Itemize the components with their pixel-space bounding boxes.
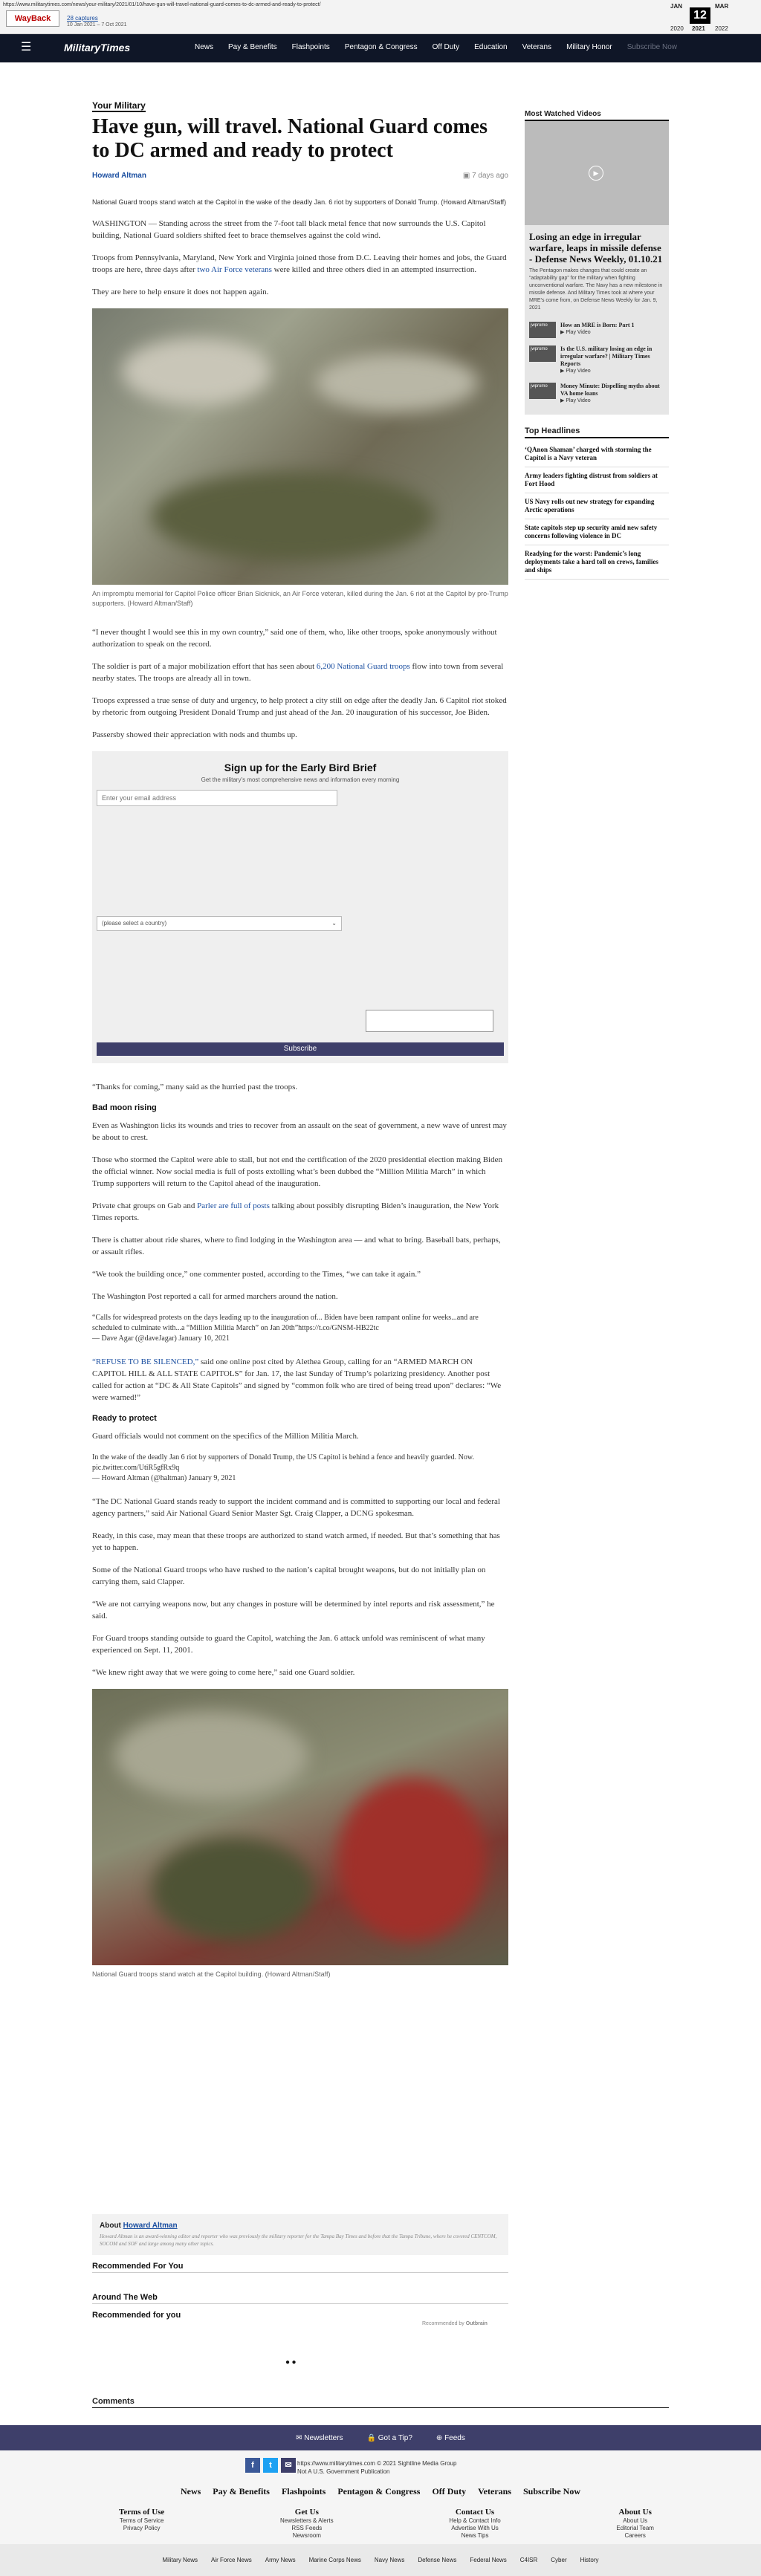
photo-caption: An impromptu memorial for Capitol Police officer Brian Sicknick, an Air Force veteran, killed during the Jan. 6 riot at the Capitol by pro-Trump supporters. (Howard Altman/Staff) <box>92 590 508 607</box>
text: talking about possibly disrupting Biden’s inauguration, the New York Times reports. <box>92 1201 499 1222</box>
guard-troops-link[interactable]: 6,200 National Guard troops <box>316 662 410 671</box>
capture-count-link[interactable]: 28 captures <box>67 15 98 22</box>
parler-posts-link[interactable]: Parler are full of posts <box>197 1201 270 1210</box>
capture-calendar <box>669 1 734 33</box>
nav-subscribe[interactable]: Subscribe Now <box>626 43 678 51</box>
footer-link[interactable]: Careers <box>624 2532 646 2539</box>
site-logo[interactable]: MilitaryTimes <box>64 42 131 53</box>
newsletters-link[interactable]: ✉ Newsletters <box>296 2433 343 2442</box>
paragraph: Ready, in this case, may mean that these troops are authorized to stand watch armed, if needed. But that’s something that has yet to happen. <box>92 1531 500 1552</box>
footer-nav-pay-benefits[interactable]: Pay & Benefits <box>213 2486 270 2496</box>
publish-date <box>463 172 508 180</box>
facebook-icon[interactable]: f <box>245 2458 260 2473</box>
paragraph: Troops expressed a true sense of duty and urgency, to help protect a city still on edge after the deadly Jan. 6 Capitol riot stoked by rhetoric from outgoing President Donald Trump and just ahead of the Jan. 20 inauguration of his successor, Joe Biden. <box>92 696 507 717</box>
paragraph: Passersby showed their appreciation with nods and thumbs up. <box>92 730 297 739</box>
footer-columns <box>119 2508 654 2540</box>
footer-link[interactable]: Help & Contact Info <box>449 2517 501 2524</box>
footer-column-get-us <box>280 2508 334 2540</box>
paragraph: Even as Washington licks its wounds and tries to recover from an assault on the seat of government, a new wave of unrest may be about to crest. <box>92 1121 507 1142</box>
paragraph: “Thanks for coming,” many said as the hurried past the troops. <box>92 1083 298 1091</box>
video-description: The Pentagon makes changes that could create an “adaptability gap” for the military when fighting unconventional warfare. The Navy has a new milestone in missile defense. And Military Times took at where your MRE’s come from, on Defense News Weekly for Jan. 9, 2021 <box>529 268 663 311</box>
paragraph: They are here to help ensure it does not happen again. <box>92 288 269 296</box>
got-a-tip-link[interactable]: 🔒 Got a Tip? <box>366 2433 412 2442</box>
tweet-author[interactable]: — Howard Altman (@haltman) January 9, 2021 <box>92 1474 236 1482</box>
nav-links <box>195 43 677 51</box>
site-nav <box>0 34 761 62</box>
network-link[interactable]: Cyber <box>551 2557 567 2563</box>
tweet-text: In the wake of the deadly Jan 6 riot by supporters of Donald Trump, the US Capitol is behind a fence and heavily guarded. Now. pic.twitter.com/UtiR5gfRx9q <box>92 1453 474 1472</box>
footer-nav-subscribe[interactable]: Subscribe Now <box>523 2486 581 2496</box>
twitter-icon[interactable]: t <box>263 2458 278 2473</box>
disclaimer-text: Not A U.S. Government Publication <box>297 2468 390 2475</box>
nav-veterans[interactable]: Veterans <box>522 43 552 51</box>
copyright <box>297 2459 456 2476</box>
footer-nav-flashpoints[interactable]: Flashpoints <box>281 2486 326 2496</box>
capture-range: 10 Jan 2021 – 7 Oct 2021 <box>67 22 127 27</box>
footer-link[interactable]: About Us <box>623 2517 648 2524</box>
headline-link[interactable]: Readying for the worst: Pandemic’s long deployments take a hard toll on crews, families and ships <box>525 545 669 580</box>
most-watched-title: Most Watched Videos <box>525 110 669 121</box>
footer-nav-off-duty[interactable]: Off Duty <box>432 2486 467 2496</box>
headline-link[interactable]: State capitols step up security amid new safety concerns following violence in DC <box>525 519 669 545</box>
footer-link[interactable]: News Tips <box>461 2532 489 2539</box>
recommended-for-you-title: Recommended For You <box>92 2262 508 2273</box>
video-player[interactable] <box>525 121 669 225</box>
text: Private chat groups on Gab and <box>92 1201 198 1210</box>
paragraph: Those who stormed the Capitol were able to stall, but not end the certification of the 2020 presidential election making Biden the official winner. Now social media is full of posts extolling what’s been dubbed the “Million Militia March” in which Trump supporters will return to the Capitol ahead of the inauguration. <box>92 1155 502 1188</box>
network-links <box>0 2544 761 2576</box>
paragraph: WASHINGTON — Standing across the street from the 7-foot tall black metal fence that now surrounds the U.S. Capitol building, National Guard soldiers shifted feet to brace themselves against the cold wind. <box>92 219 486 240</box>
video-headline[interactable]: Losing an edge in irregular warfare, leaps in missile defense - Defense News Weekly, 01.10.21 <box>529 231 663 265</box>
tweet-author[interactable]: — Dave Agar (@daveJagar) January 10, 2021 <box>92 1334 230 1343</box>
headline-link[interactable]: ‘QAnon Shaman’ charged with storming the Capitol is a Navy veteran <box>525 441 669 467</box>
play-video-link[interactable]: ▶ Play Video <box>560 369 591 374</box>
recommended-by-label: Recommended by <box>422 2321 464 2326</box>
subheading: Ready to protect <box>92 1414 157 1423</box>
archive-toolbar <box>0 0 761 34</box>
play-video-link[interactable]: ▶ Play Video <box>560 330 591 335</box>
video-title[interactable]: How an MRE is Born: Part 1 <box>560 322 635 328</box>
nav-off-duty[interactable]: Off Duty <box>432 43 460 51</box>
archive-logo[interactable]: WayBack <box>6 10 59 27</box>
recommended-for-you-heading: Recommended for you <box>92 2311 181 2320</box>
footer-column-heading: Get Us <box>294 2508 319 2517</box>
url-bar[interactable]: https://www.militarytimes.com/news/your-military/2021/01/10/have-gun-will-travel-national-guard-comes-to-dc-armed-and-ready-to-protect/ <box>3 2 321 7</box>
hamburger-menu-icon[interactable]: ☰ <box>21 41 32 53</box>
video-list-item[interactable] <box>525 379 669 409</box>
country-select-value: (please select a country) <box>102 920 167 927</box>
carousel-dots[interactable]: ● ● <box>285 2358 297 2366</box>
footer-bar <box>0 2425 761 2450</box>
text: said one online post cited by Alethea Group, calling for an “ARMED MARCH ON CAPITOL HILL & ALL STATE CAPITOLS” for Jan. 17, the last Sunday of Trump’s polarizing presidency. Another post called for action at “DC & All State Capitols” and signed by “common folk who are tired of being tread upon” declares: “We were warned!” <box>92 1357 502 1402</box>
nav-flashpoints[interactable]: Flashpoints <box>291 43 330 51</box>
video-title[interactable]: Is the U.S. military losing an edge in irregular warfare? | Military Times Reports <box>560 345 652 367</box>
lead-caption: National Guard troops stand watch at the Capitol in the wake of the deadly Jan. 6 riot by supporters of Donald Trump. (Howard Altman/Staff) <box>92 198 507 206</box>
author-bio-link[interactable]: Howard Altman <box>123 2222 178 2230</box>
nav-military-honor[interactable]: Military Honor <box>566 43 612 51</box>
tweet-text: “Calls for widespread protests on the days leading up to the inauguration of... Biden have been rampant online for weeks...and are scheduled to culminate with...a “Million Militia March” on Jan 20th”https://t.co/GNSM-HB22tc <box>92 1314 479 1332</box>
headline-link[interactable]: Army leaders fighting distrust from soldiers at Fort Hood <box>525 467 669 493</box>
cal-prev-month[interactable]: JAN <box>670 3 683 10</box>
byline <box>92 172 508 180</box>
paragraph <box>92 661 508 684</box>
subscribe-button[interactable]: Subscribe <box>97 1042 504 1056</box>
footer-link[interactable]: Privacy Policy <box>123 2525 161 2531</box>
email-input[interactable] <box>97 790 337 806</box>
network-link[interactable]: Military News <box>162 2557 198 2563</box>
sidebar <box>525 110 669 580</box>
embedded-tweet <box>92 1313 508 1344</box>
headline-link[interactable]: US Navy rolls out new strategy for expanding Arctic operations <box>525 493 669 519</box>
comments-title: Comments <box>92 2397 669 2408</box>
paragraph: For Guard troops standing outside to guard the Capitol, watching the Jan. 6 attack unfold was reminiscent of what many experienced on Sept. 11, 2001. <box>92 1634 485 1655</box>
paragraph: Guard officials would not comment on the specifics of the Million Militia March. <box>92 1432 359 1441</box>
network-link[interactable]: Defense News <box>418 2557 457 2563</box>
footer-column-about <box>616 2508 654 2540</box>
footer-nav-veterans[interactable]: Veterans <box>478 2486 511 2496</box>
network-link[interactable]: Marine Corps News <box>308 2557 361 2563</box>
top-headlines-title: Top Headlines <box>525 426 669 438</box>
footer-link[interactable]: RSS Feeds <box>291 2525 323 2531</box>
paragraph: “The DC National Guard stands ready to support the incident command and is committed to supporting our local and federal agency partners,” said Air National Guard Senior Master Sgt. Craig Clapper, a DCNG spokesman. <box>92 1497 500 1518</box>
play-video-link[interactable]: ▶ Play Video <box>560 398 591 403</box>
footer-column-terms <box>119 2508 164 2540</box>
cal-prev-year[interactable]: 2020 <box>670 25 684 32</box>
paragraph <box>92 1200 508 1224</box>
footer-nav <box>0 2486 761 2497</box>
memorial-photo <box>92 308 508 585</box>
paragraph: There is chatter about ride shares, where to find lodging in the Washington area — and what to bring. Baseball bats, perhaps, or assault rifles. <box>92 1236 501 1256</box>
cal-next-month[interactable]: MAR <box>715 3 729 10</box>
footer-column-contact <box>449 2508 500 2540</box>
paragraph: The Washington Post reported a call for armed marchers around the nation. <box>92 1292 338 1301</box>
text: Troops from Pennsylvania, Maryland, New York and Virginia joined those from D.C. Leaving their homes and jobs, the Guard troops are here, three days after <box>92 253 507 274</box>
network-link[interactable]: Air Force News <box>211 2557 252 2563</box>
refuse-silenced-link[interactable]: “REFUSE TO BE SILENCED,” <box>92 1357 199 1366</box>
embedded-tweet <box>92 1453 508 1484</box>
air-force-veterans-link[interactable]: two Air Force veterans <box>197 265 272 274</box>
paragraph: Some of the National Guard troops who have rushed to the nation’s capital brought weapons, but do not initially plan on carrying them, said Clapper. <box>92 1566 486 1586</box>
footer-link[interactable]: Editorial Team <box>616 2525 654 2531</box>
article <box>92 100 508 1997</box>
footer-link[interactable]: Newsroom <box>292 2532 321 2539</box>
chevron-down-icon: ⌄ <box>331 920 337 927</box>
footer-nav-news[interactable]: News <box>180 2486 201 2496</box>
author-link[interactable]: Howard Altman <box>92 172 146 180</box>
email-icon[interactable]: ✉ <box>281 2458 296 2473</box>
author-bio <box>92 2214 508 2255</box>
nav-education[interactable]: Education <box>474 43 508 51</box>
nav-news[interactable]: News <box>195 43 214 51</box>
nav-pentagon-congress[interactable]: Pentagon & Congress <box>344 43 418 51</box>
nav-pay-benefits[interactable]: Pay & Benefits <box>228 43 277 51</box>
feeds-link[interactable]: ⊕ Feeds <box>435 2433 465 2442</box>
network-link[interactable]: Federal News <box>470 2557 507 2563</box>
country-select[interactable] <box>97 916 342 931</box>
guard-troops-photo <box>92 1689 508 1965</box>
text: flow into town from several nearby states. The troops are already all in town. <box>92 662 504 683</box>
footer <box>0 2450 761 2544</box>
footer-column-heading: About Us <box>618 2508 652 2517</box>
author-bio-text: Howard Altman is an award-winning editor and reporter who was previously the military reporter for the Tampa Bay Times and before that the Tampa Tribune, where he covered CENTCOM, SOCOM and SOF and large among many other topics. <box>100 2233 497 2247</box>
captcha-box[interactable] <box>366 1010 493 1032</box>
video-thumbnail[interactable]: jwpromo <box>529 322 556 338</box>
cal-next-year[interactable]: 2022 <box>715 25 728 32</box>
footer-nav-pentagon-congress[interactable]: Pentagon & Congress <box>337 2486 421 2496</box>
paragraph: “We took the building once,” one commenter posted, according to the Times, “we can take it again.” <box>92 1270 421 1279</box>
article-title: Have gun, will travel. National Guard comes to DC armed and ready to protect <box>92 115 488 162</box>
cal-year: 2021 <box>692 25 705 32</box>
calendar-icon: ▣ <box>462 172 473 180</box>
video-thumbnail[interactable]: jwpromo <box>529 383 556 399</box>
footer-link[interactable]: Advertise With Us <box>451 2525 499 2531</box>
photo-caption: National Guard troops stand watch at the Capitol building. (Howard Altman/Staff) <box>92 1970 331 1978</box>
network-link[interactable]: Navy News <box>374 2557 405 2563</box>
paragraph <box>92 252 508 276</box>
footer-column-heading: Contact Us <box>455 2508 495 2517</box>
social-links <box>245 2458 296 2473</box>
video-list-item[interactable] <box>525 342 669 379</box>
paragraph: “We are not carrying weapons now, but any changes in posture will be determined by intel reports and risk assessment,” he said. <box>92 1600 495 1620</box>
outbrain-logo: Outbrain <box>465 2321 488 2326</box>
newsletter-title: Sign up for the Early Bird Brief <box>224 762 377 773</box>
video-list-item[interactable] <box>525 318 669 342</box>
newsletter-subtitle: Get the military’s most comprehensive news and information every morning <box>201 776 400 783</box>
network-link[interactable]: Army News <box>265 2557 296 2563</box>
text: The soldier is part of a major mobilization effort that has seen about <box>92 662 317 671</box>
footer-column-heading: Terms of Use <box>119 2508 165 2517</box>
around-the-web-title: Around The Web <box>92 2293 508 2304</box>
network-link[interactable]: C4ISR <box>519 2557 538 2563</box>
cal-day: 12 <box>690 7 710 24</box>
footer-link[interactable]: Newsletters & Alerts <box>280 2517 334 2524</box>
newsletter-signup <box>92 751 508 1063</box>
subheading: Bad moon rising <box>92 1103 157 1112</box>
play-icon[interactable]: ▶ <box>589 166 603 181</box>
section-label[interactable]: Your Military <box>92 100 146 111</box>
most-watched-box <box>525 121 669 415</box>
outbrain-credit[interactable] <box>422 2321 488 2326</box>
about-label: About <box>100 2222 123 2230</box>
paragraph <box>92 1356 508 1404</box>
copyright-text: https://www.militarytimes.com © 2021 Sightline Media Group <box>297 2460 457 2467</box>
text: were killed and three others died in an attempted insurrection. <box>271 265 477 274</box>
video-thumbnail[interactable]: jwpromo <box>529 345 556 362</box>
footer-link[interactable]: Terms of Service <box>119 2517 164 2524</box>
network-link[interactable]: History <box>580 2557 599 2563</box>
paragraph: “I never thought I would see this in my own country,” said one of them, who, like other troops, spoke anonymously without authorization to speak on the record. <box>92 628 497 649</box>
video-title[interactable]: Money Minute: Dispelling myths about VA home loans <box>560 383 660 397</box>
publish-date-text: 7 days ago <box>472 172 508 180</box>
paragraph: “We knew right away that we were going to come here,” said one Guard soldier. <box>92 1668 355 1677</box>
